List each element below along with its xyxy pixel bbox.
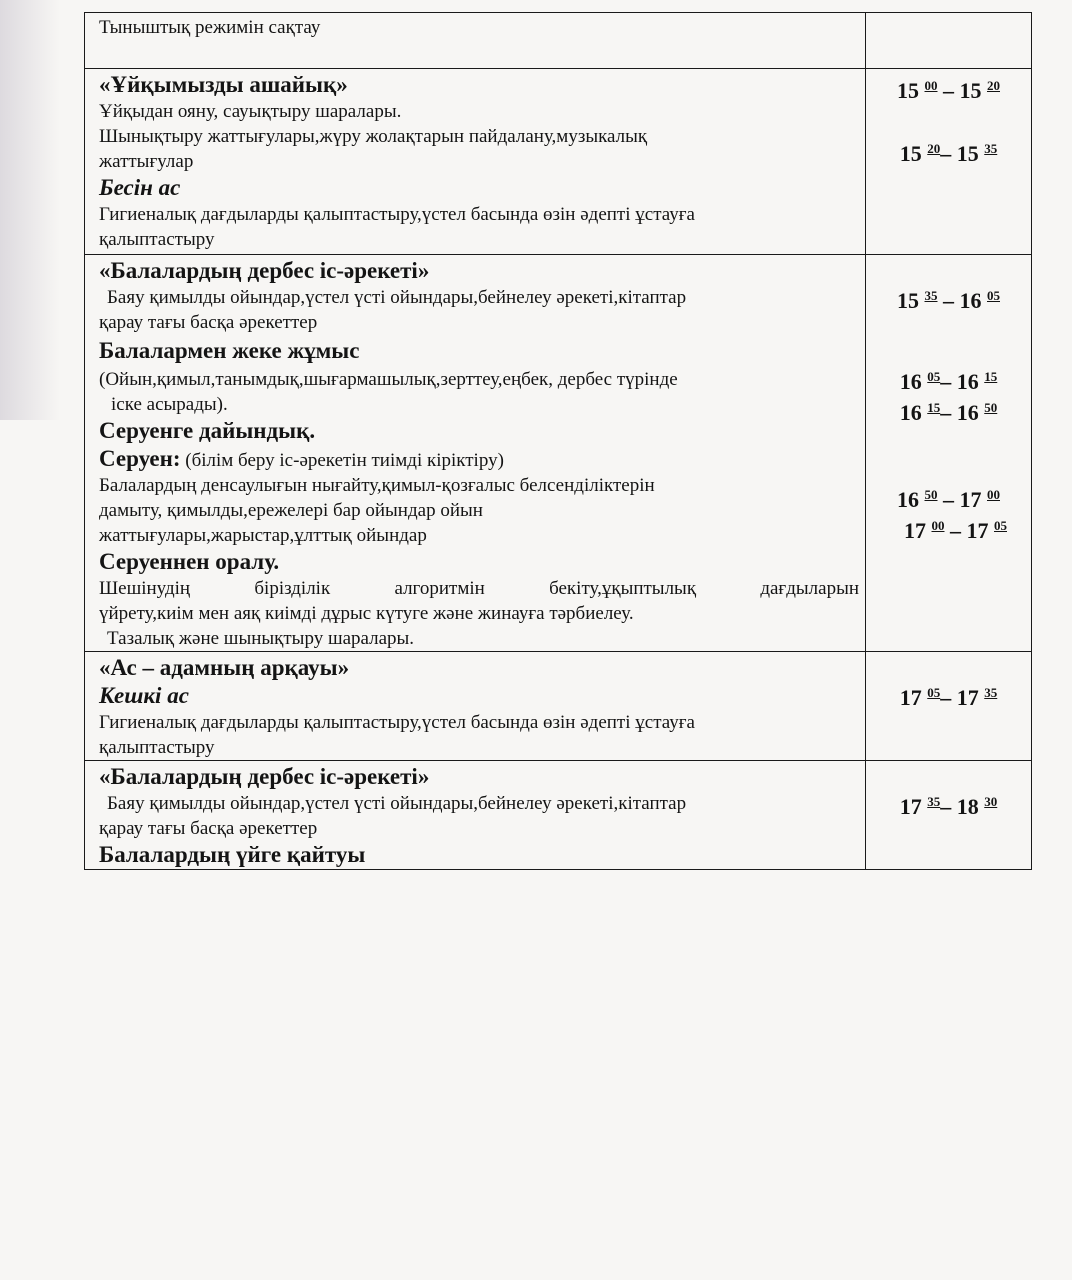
section-title: «Ұйқымызды ашайық» (99, 72, 348, 97)
activity-text: қарау тағы басқа әрекеттер (99, 818, 318, 839)
activity-text: дамыту, қимылды,ережелері бар ойындар ойын (99, 500, 483, 521)
activity-text: Гигиеналық дағдыларды қалыптастыру,үстел басында өзін әдепті ұстауға (99, 204, 695, 225)
activity-cell (85, 652, 866, 761)
activity-text: Ұйқыдан ояну, сауықтыру шаралары. (99, 101, 402, 122)
activity-cell (85, 255, 866, 652)
time-range: 17 $^{35}$– 18 $^{30}$ (899, 794, 998, 819)
time-range: 15 $^{35}$ – 16 $^{05}$ (897, 288, 1000, 313)
section-subtitle: Балалардың үйге қайтуы (99, 842, 366, 867)
table-row (85, 69, 1032, 255)
activity-text: Шынықтыру жаттығулары,жүру жолақтарын пайдалану,музыкалық (99, 126, 648, 147)
activity-text: жаттығулар (99, 151, 194, 172)
activity-cell (85, 13, 866, 69)
time-cell (866, 761, 1032, 870)
activity-text: үйрету,киім мен аяқ киімді дұрыс күтуге және жинауға тәрбиелеу. (99, 603, 634, 624)
time-range: 16 $^{50}$ – 17 $^{00}$ (897, 487, 1000, 512)
activity-text: жаттығулары,жарыстар,ұлттық ойындар (99, 525, 427, 546)
activity-text: (Ойын,қимыл,танымдық,шығармашылық,зерттеу,еңбек, дербес түрінде (99, 369, 678, 390)
page-edge-shadow (0, 0, 60, 420)
section-title: «Балалардың дербес іс-әрекеті» (99, 258, 430, 283)
time-cell (866, 69, 1032, 255)
activity-text: Балалардың денсаулығын нығайту,қимыл-қозғалыс белсенділіктерін (99, 475, 655, 496)
activity-text: қарау тағы басқа әрекеттер (99, 312, 318, 333)
schedule-table (84, 12, 1032, 870)
table-row (85, 652, 1032, 761)
section-subtitle: Серуенге дайындық. (99, 418, 316, 443)
section-subtitle: Серуеннен оралу. (99, 549, 280, 574)
activity-text: Баяу қимылды ойындар,үстел үсті ойындары,бейнелеу әрекеті,кітаптар (107, 793, 687, 814)
walk-label: Серуен: (99, 446, 181, 471)
section-subtitle: Бесін ас (99, 175, 181, 200)
time-cell (866, 13, 1032, 69)
activity-text: Гигиеналық дағдыларды қалыптастыру,үстел басында өзін әдепті ұстауға (99, 712, 695, 733)
time-range: 16 $^{05}$– 16 $^{15}$ (899, 369, 998, 394)
section-title: «Ас – адамның арқауы» (99, 655, 350, 680)
time-cell (866, 652, 1032, 761)
time-cell (866, 255, 1032, 652)
time-range: 16 $^{15}$– 16 $^{50}$ (899, 400, 998, 425)
section-subtitle: Балалармен жеке жұмыс (99, 338, 360, 363)
activity-text: Тыныштық режимін сақтау (99, 17, 321, 38)
activity-cell (85, 69, 866, 255)
table-row (85, 13, 1032, 69)
activity-text: Шешінудің бірізділік алгоритмін бекіту,ұқыптылық дағдыларын (99, 578, 859, 599)
time-range: 15 $^{00}$ – 15 $^{20}$ (897, 78, 1000, 103)
section-title: «Балалардың дербес іс-әрекеті» (99, 764, 430, 789)
table-row (85, 255, 1032, 652)
activity-text: қалыптастыру (99, 229, 215, 250)
time-range: 17 $^{05}$– 17 $^{35}$ (899, 685, 998, 710)
table-row (85, 761, 1032, 870)
time-range: 17 $^{00}$ – 17 $^{05}$ (904, 518, 1007, 543)
activity-text: Баяу қимылды ойындар,үстел үсті ойындары,бейнелеу әрекеті,кітаптар (107, 287, 687, 308)
section-subtitle: Кешкі ас (99, 683, 189, 708)
time-range: 15 $^{20}$– 15 $^{35}$ (899, 141, 998, 166)
activity-cell (85, 761, 866, 870)
activity-text: іске асырады). (111, 394, 228, 415)
activity-text: қалыптастыру (99, 737, 215, 758)
activity-text: Тазалық және шынықтыру шаралары. (107, 628, 415, 649)
activity-text: Серуен: (білім беру іс-әрекетін тиімді кіріктіру) (99, 446, 504, 471)
